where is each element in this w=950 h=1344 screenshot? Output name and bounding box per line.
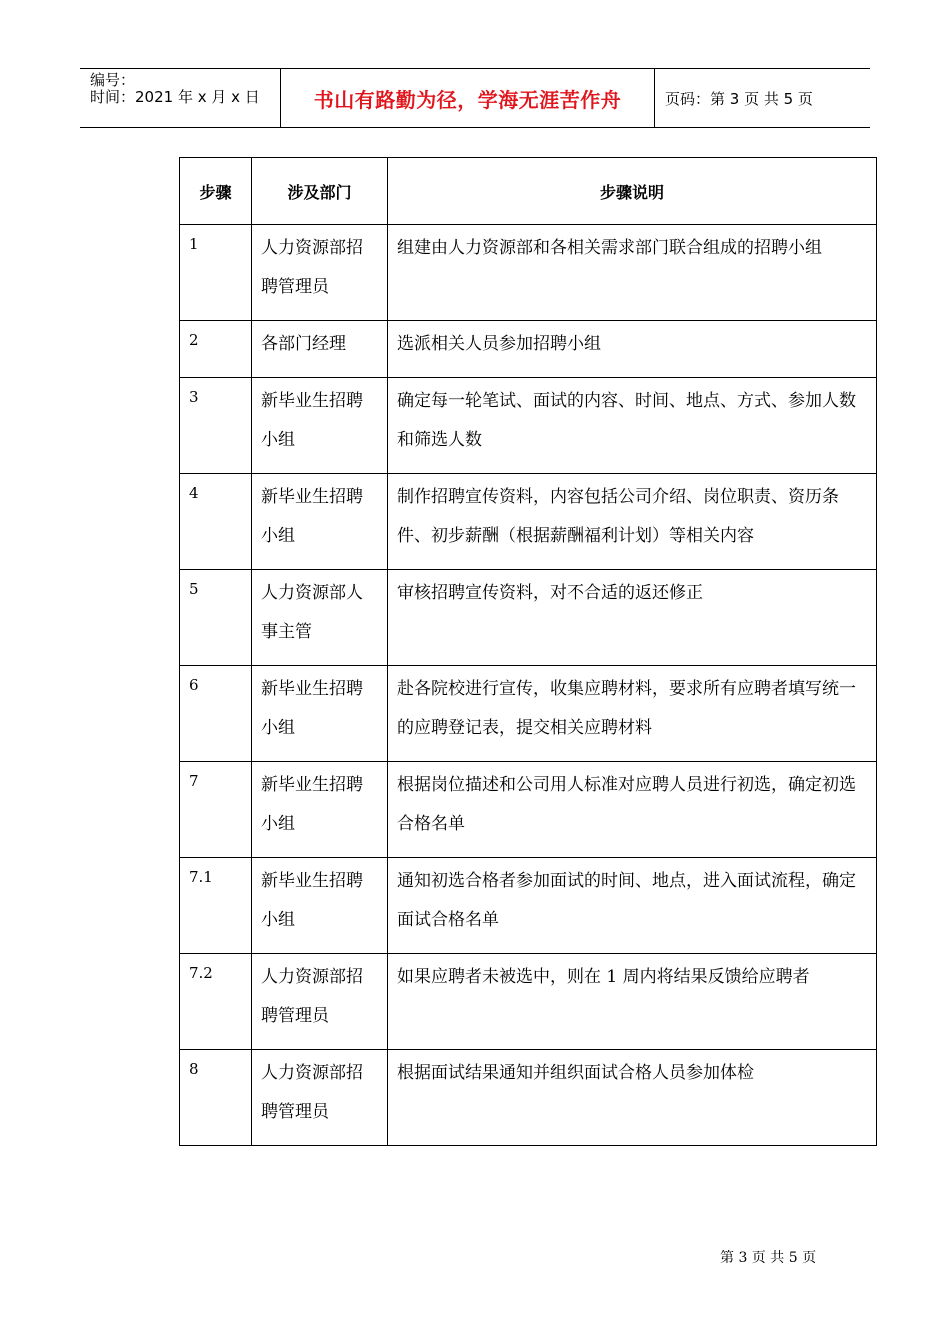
table-row [180, 378, 877, 474]
step-description: 组建由人力资源部和各相关需求部门联合组成的招聘小组 [388, 225, 877, 321]
page-footer: 第 3 页 共 5 页 [720, 1250, 817, 1266]
step-description: 确定每一轮笔试、面试的内容、时间、地点、方式、参加人数和筛选人数 [388, 378, 877, 474]
step-number: 6 [180, 666, 252, 762]
document-date: 时间：2021 年 x 月 x 日 [90, 88, 260, 106]
step-description: 赴各院校进行宣传，收集应聘材料，要求所有应聘者填写统一的应聘登记表，提交相关应聘材料 [388, 666, 877, 762]
column-header-step: 步骤 [180, 158, 252, 225]
column-header-description: 步骤说明 [388, 158, 877, 225]
document-number-label: 编号： [90, 71, 136, 89]
step-description: 制作招聘宣传资料，内容包括公司介绍、岗位职责、资历条件、初步薪酬（根据薪酬福利计划）等相关内容 [388, 474, 877, 570]
step-description: 审核招聘宣传资料，对不合适的返还修正 [388, 570, 877, 666]
table-row [180, 666, 877, 762]
table-row [180, 858, 877, 954]
table-row [180, 1050, 877, 1146]
step-number: 7.2 [180, 954, 252, 1050]
step-department: 新毕业生招聘小组 [252, 378, 388, 474]
step-department: 人力资源部招聘管理员 [252, 1050, 388, 1146]
step-description: 通知初选合格者参加面试的时间、地点，进入面试流程，确定面试合格名单 [388, 858, 877, 954]
step-number: 7 [180, 762, 252, 858]
table-row [180, 474, 877, 570]
step-number: 4 [180, 474, 252, 570]
step-department: 新毕业生招聘小组 [252, 858, 388, 954]
table-row [180, 762, 877, 858]
header-page-number: 页码：第 3 页 共 5 页 [665, 89, 813, 108]
step-number: 7.1 [180, 858, 252, 954]
table-row [180, 570, 877, 666]
table-row [180, 321, 877, 378]
column-header-department: 涉及部门 [252, 158, 388, 225]
page-header [80, 68, 870, 128]
recruitment-steps-table [179, 157, 877, 1146]
step-number: 3 [180, 378, 252, 474]
step-department: 人力资源部招聘管理员 [252, 954, 388, 1050]
step-department: 新毕业生招聘小组 [252, 666, 388, 762]
step-number: 2 [180, 321, 252, 378]
step-department: 各部门经理 [252, 321, 388, 378]
step-department: 人力资源部人事主管 [252, 570, 388, 666]
step-department: 新毕业生招聘小组 [252, 474, 388, 570]
step-description: 选派相关人员参加招聘小组 [388, 321, 877, 378]
step-department: 新毕业生招聘小组 [252, 762, 388, 858]
step-description: 根据岗位描述和公司用人标准对应聘人员进行初选，确定初选合格名单 [388, 762, 877, 858]
header-motto: 书山有路勤为径，学海无涯苦作舟 [281, 69, 655, 127]
step-number: 5 [180, 570, 252, 666]
step-number: 8 [180, 1050, 252, 1146]
step-number: 1 [180, 225, 252, 321]
table-header-row [180, 158, 877, 225]
table-row [180, 225, 877, 321]
step-description: 如果应聘者未被选中，则在 1 周内将结果反馈给应聘者 [388, 954, 877, 1050]
table-row [180, 954, 877, 1050]
step-department: 人力资源部招聘管理员 [252, 225, 388, 321]
header-meta [80, 69, 281, 127]
step-description: 根据面试结果通知并组织面试合格人员参加体检 [388, 1050, 877, 1146]
